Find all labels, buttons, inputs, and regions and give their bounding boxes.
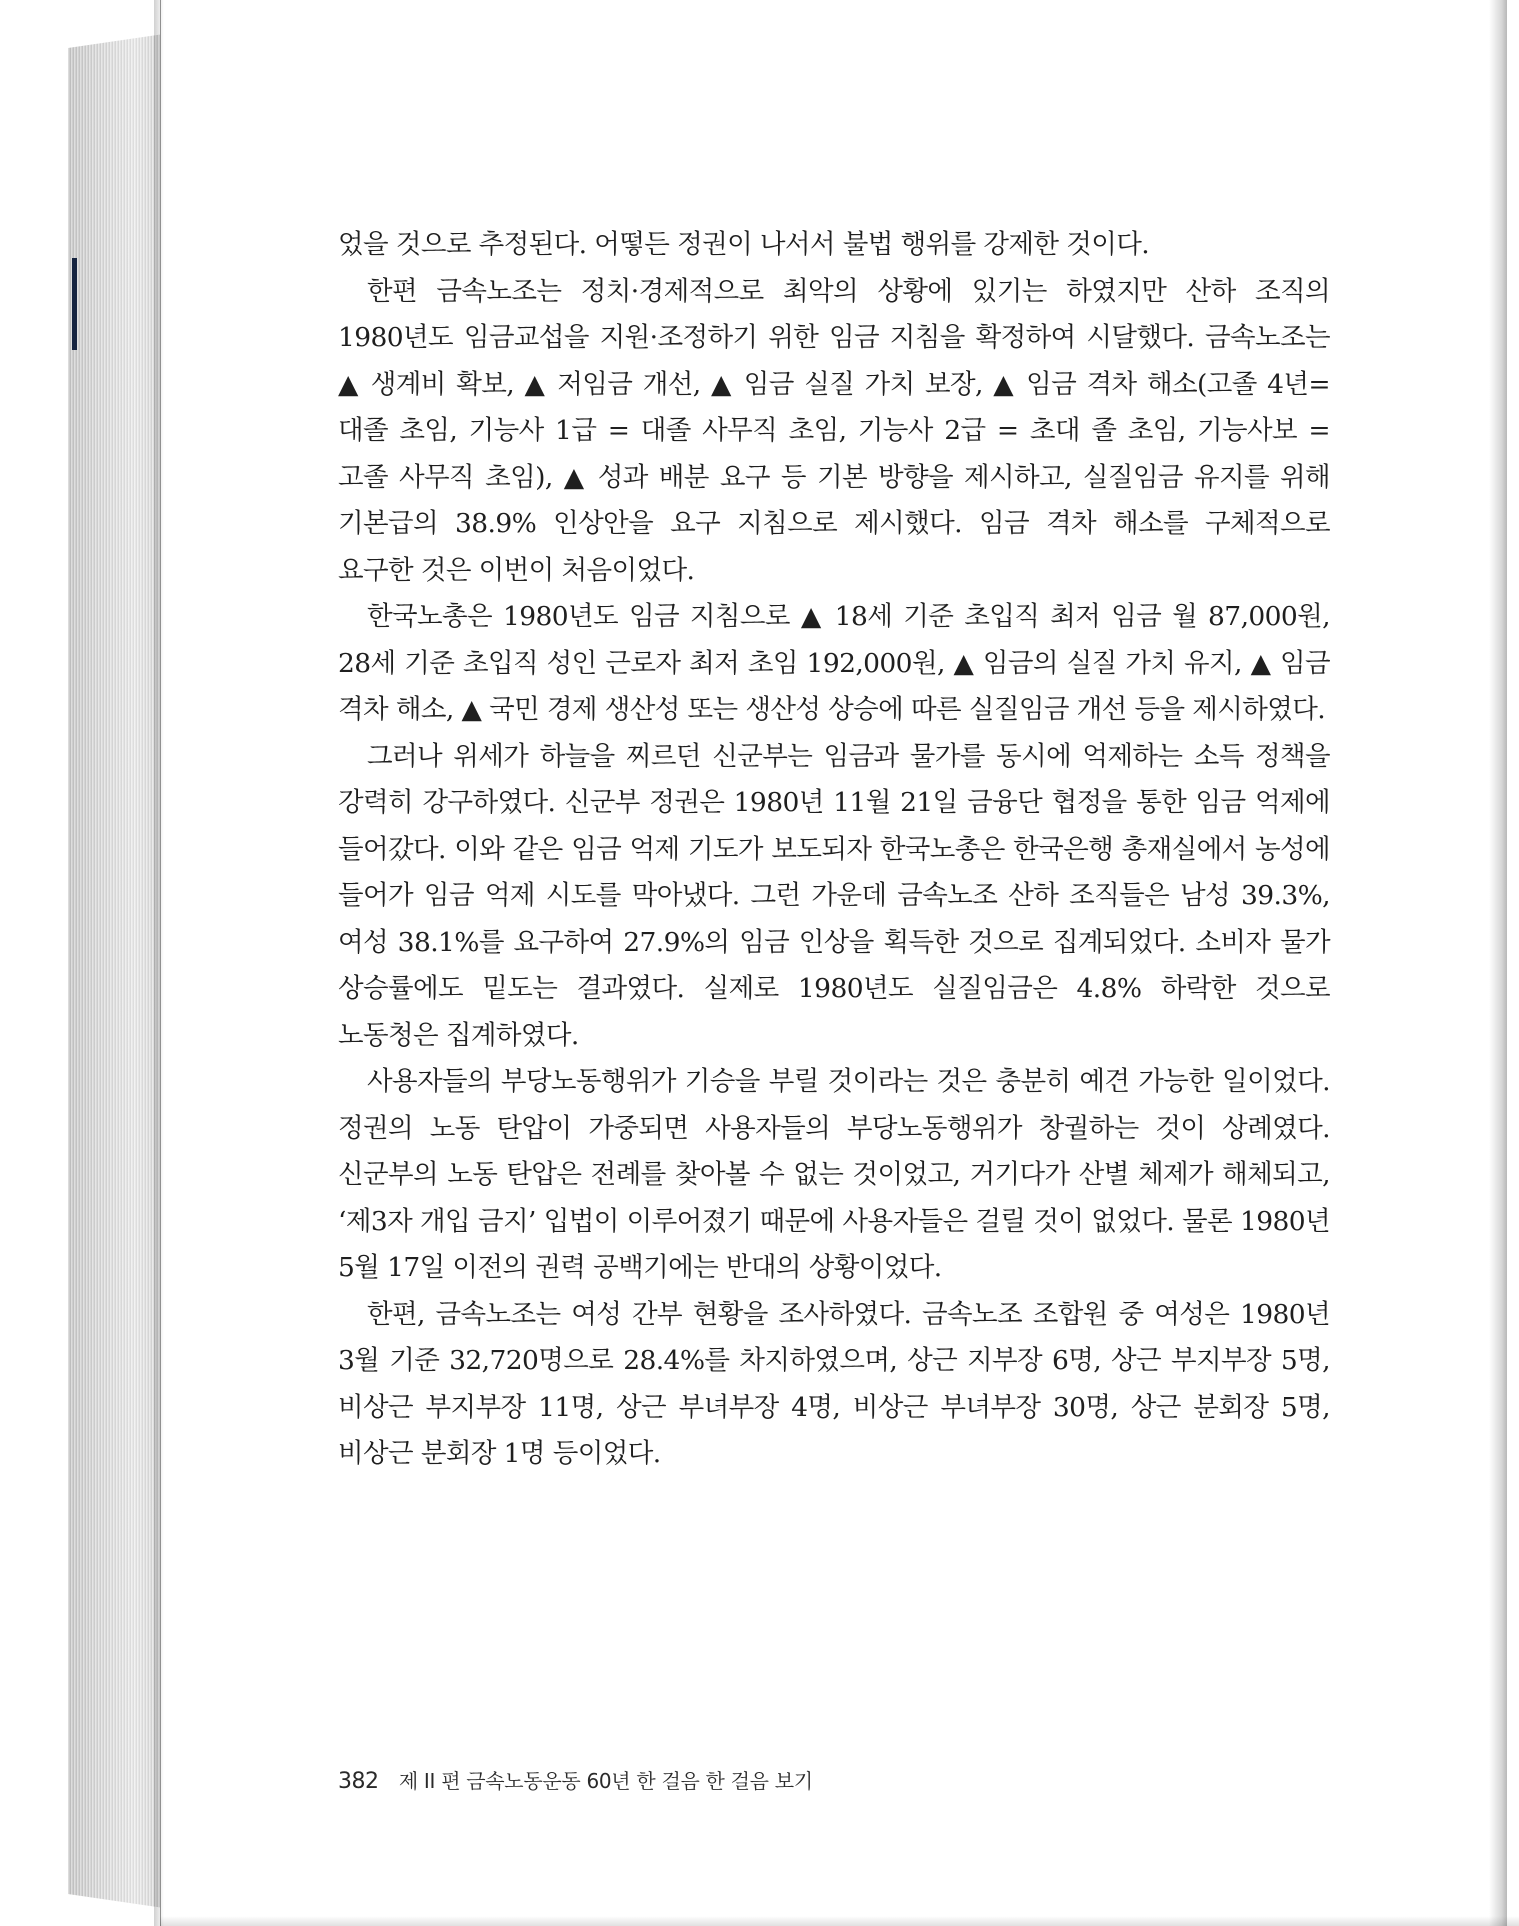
paragraph: 한국노총은 1980년도 임금 지침으로 ▲ 18세 기준 초입직 최저 임금 월 87,000원, 28세 기준 초입직 성인 근로자 최저 초임 192,000원, ▲ 임금의 실질 가치 유지, ▲ 임금 격차 해소, ▲ 국민 경제 생산성 또는 생산성 상승에 따른 실질임금 개선 등을 제시하였다. xyxy=(338,601,1330,725)
page-footer xyxy=(338,1765,813,1794)
paragraph: 었을 것으로 추정된다. 어떻든 정권이 나서서 불법 행위를 강제한 것이다. xyxy=(338,229,1150,260)
paragraph: 한편 금속노조는 정치·경제적으로 최악의 상황에 있기는 하였지만 산하 조직의 1980년도 임금교섭을 지원·조정하기 위한 임금 지침을 확정하여 시달했다. 금속노조는 ▲ 생계비 확보, ▲ 저임금 개선, ▲ 임금 실질 가치 보장, ▲ 임금 격차 해소(고졸 4년= 대졸 초임, 기능사 1급 = 대졸 사무직 초임, 기능사 2급 = 초대 졸 초임, 기능사보 = 고졸 사무직 초임), ▲ 성과 배분 요구 등 기본 방향을 제시하고, 실질임금 유지를 위해 기본급의 38.9% 인상안을 요구 지침으로 제시했다. 임금 격차 해소를 구체적으로 요구한 것은 이번이 처음이었다. xyxy=(338,275,1330,586)
paragraph: 사용자들의 부당노동행위가 기승을 부릴 것이라는 것은 충분히 예견 가능한 일이었다. 정권의 노동 탄압이 가중되면 사용자들의 부당노동행위가 창궐하는 것이 상례였다. 신군부의 노동 탄압은 전례를 찾아볼 수 없는 것이었고, 거기다가 산별 체제가 해체되고, ‘제3자 개입 금지’ 입법이 이루어졌기 때문에 사용자들은 걸릴 것이 없었다. 물론 1980년 5월 17일 이전의 권력 공백기에는 반대의 상황이었다. xyxy=(338,1066,1330,1283)
page-edge-marker xyxy=(72,258,77,350)
page-right-shadow xyxy=(1489,0,1507,1926)
page-bottom-shadow xyxy=(160,1916,1519,1926)
paragraph: 그러나 위세가 하늘을 찌르던 신군부는 임금과 물가를 동시에 억제하는 소득 정책을 강력히 강구하였다. 신군부 정권은 1980년 11월 21일 금융단 협정을 통한 임금 억제에 들어갔다. 이와 같은 임금 억제 기도가 보도되자 한국노총은 한국은행 총재실에서 농성에 들어가 임금 억제 시도를 막아냈다. 그런 가운데 금속노조 산하 조직들은 남성 39.3%, 여성 38.1%를 요구하여 27.9%의 임금 인상을 획득한 것으로 집계되었다. 소비자 물가 상승률에도 밑도는 결과였다. 실제로 1980년도 실질임금은 4.8% 하락한 것으로 노동청은 집계하였다. xyxy=(338,740,1330,1051)
paragraph: 한편, 금속노조는 여성 간부 현황을 조사하였다. 금속노조 조합원 중 여성은 1980년 3월 기준 32,720명으로 28.4%를 차지하였으며, 상근 지부장 6명, 상근 부지부장 5명, 비상근 부지부장 11명, 상근 부녀부장 4명, 비상근 부녀부장 30명, 상근 분회장 5명, 비상근 분회장 1명 등이었다. xyxy=(338,1298,1330,1469)
book-page-edges xyxy=(68,34,164,1908)
body-text xyxy=(338,222,1330,1478)
spine-shadow xyxy=(154,0,164,1926)
page-number: 382 xyxy=(338,1769,379,1794)
running-head: 제 II 편 금속노동운동 60년 한 걸음 한 걸음 보기 xyxy=(398,1769,813,1793)
